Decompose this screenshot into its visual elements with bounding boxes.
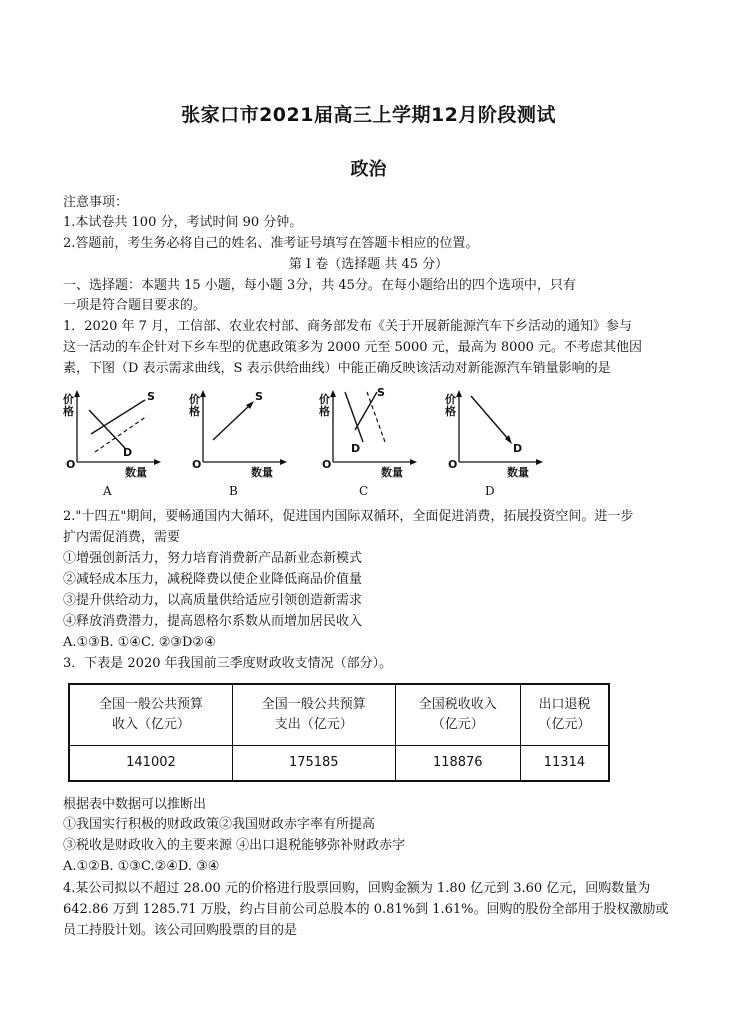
q1-stem: 1．2020 年 7 月，工信部、农业农村部、商务部发布《关于开展新能源汽车下乡活动的通知》参与 — [63, 319, 633, 334]
diagram-b — [189, 386, 299, 502]
diagram-c-graph — [319, 386, 429, 486]
curve-label: S — [255, 390, 263, 403]
q4-stem: 4.某公司拟以不超过 28.00 元的价格进行股票回购，回购金额为 1.80 亿元到 3.60 亿元，回购数量为 — [63, 881, 651, 896]
origin-label: O — [322, 458, 332, 471]
origin-label: O — [66, 458, 76, 471]
curve-label: D — [513, 442, 523, 455]
q3-lead: 根据表中数据可以推断出 — [63, 797, 207, 812]
q2-option: ③提升供给动力，以高质量供给适应引领创造新需求 — [63, 593, 363, 608]
q4-stem: 642.86 万到 1285.71 万股，约占目前公司总股本的 0.81%到 1.61%。回购的股份全部用于股权激励或 — [63, 902, 669, 917]
y-axis-label: 价 格 — [189, 393, 200, 418]
x-axis-label: 数量 — [251, 466, 273, 479]
q1-stem: 这一活动的车企针对下乡车型的优惠政策多为 2000 元至 5000 元，最高为 8000 元。不考虑其他因 — [63, 340, 643, 355]
y-axis-label: 价 格 — [63, 393, 74, 418]
q4-stem: 员工持股计划。该公司回购股票的目的是 — [63, 923, 298, 938]
fiscal-table — [68, 683, 610, 782]
table-cell: 141002 — [69, 746, 232, 782]
x-axis-label: 数量 — [125, 466, 147, 479]
q3-answers: A.①②B. ①③C.②④D. ③④ — [63, 859, 220, 874]
curve-label: S — [147, 390, 155, 403]
exam-title: 张家口市2021届高三上学期12月阶段测试 — [181, 104, 556, 126]
subject-title: 政治 — [350, 159, 387, 180]
q2-answers: A.①③B. ①④C. ②③D②④ — [63, 635, 216, 650]
curve-label: D — [351, 442, 361, 455]
q1-stem: 素，下图（D 表示需求曲线，S 表示供给曲线）中能正确反映该活动对新能源汽车销量影响的是 — [63, 361, 611, 376]
table-header: 全国一般公共预算 支出（亿元） — [232, 684, 395, 746]
diagram-caption: D — [485, 484, 495, 498]
q3-option: ③税收是财政收入的主要来源 ④出口退税能够弥补财政赤字 — [63, 838, 406, 853]
q2-stem: 2."十四五"期间，要畅通国内大循环，促进国内国际双循环，全面促进消费，拓展投资空间。进一步 — [63, 509, 634, 524]
table-cell: 11314 — [520, 746, 609, 782]
q2-option: ①增强创新活力，努力培育消费新产品新业态新模式 — [63, 551, 363, 566]
table-cell: 175185 — [232, 746, 395, 782]
origin-label: O — [192, 458, 202, 471]
origin-label: O — [448, 458, 458, 471]
diagram-a-graph — [63, 386, 173, 486]
curve-label: S — [377, 386, 385, 399]
x-axis-label: 数量 — [381, 466, 403, 479]
diagram-b-graph — [189, 386, 299, 486]
q2-option: ②减轻成本压力，减税降费以使企业降低商品价值量 — [63, 572, 363, 587]
diagram-caption: C — [359, 484, 369, 498]
diagram-caption: A — [103, 484, 112, 498]
diagram-a — [63, 386, 173, 502]
note-item: 1.本试卷共 100 分，考试时间 90 分钟。 — [63, 215, 303, 230]
note-item: 2.答题前，考生务必将自己的姓名、准考证号填写在答题卡相应的位置。 — [63, 236, 479, 251]
y-axis-label: 价 格 — [445, 393, 456, 418]
diagram-caption: B — [229, 484, 238, 498]
table-cell: 118876 — [395, 746, 520, 782]
curve-label: D — [123, 446, 133, 459]
diagram-d-graph — [445, 386, 555, 486]
table-header: 出口退税 （亿元） — [520, 684, 609, 746]
section-intro: 一项是符合题目要求的。 — [63, 298, 207, 313]
x-axis-label: 数量 — [507, 466, 529, 479]
section-intro: 一、选择题：本题共 15 小题，每小题 3分，共 45分。在每小题给出的四个选项中，只有 — [63, 278, 576, 293]
q2-stem: 扩内需促消费，需要 — [63, 530, 181, 545]
diagram-d — [445, 386, 555, 502]
q1-diagrams — [63, 386, 543, 502]
y-axis-label: 价 格 — [319, 393, 330, 418]
table-header: 全国税收收入 （亿元） — [395, 684, 520, 746]
q2-option: ④释放消费潜力，提高恩格尔系数从而增加居民收入 — [63, 614, 363, 629]
table-header: 全国一般公共预算 收入（亿元） — [69, 684, 232, 746]
q3-option: ①我国实行积极的财政政策②我国财政赤字率有所提高 — [63, 817, 376, 832]
section-title: 第 Ⅰ 卷（选择题 共 45 分） — [288, 257, 449, 272]
table-row — [69, 746, 609, 782]
table-header-row — [69, 684, 609, 746]
diagram-c — [319, 386, 429, 502]
q3-stem: 3．下表是 2020 年我国前三季度财政收支情况（部分）。 — [63, 656, 393, 671]
notes-heading: 注意事项： — [63, 195, 129, 210]
